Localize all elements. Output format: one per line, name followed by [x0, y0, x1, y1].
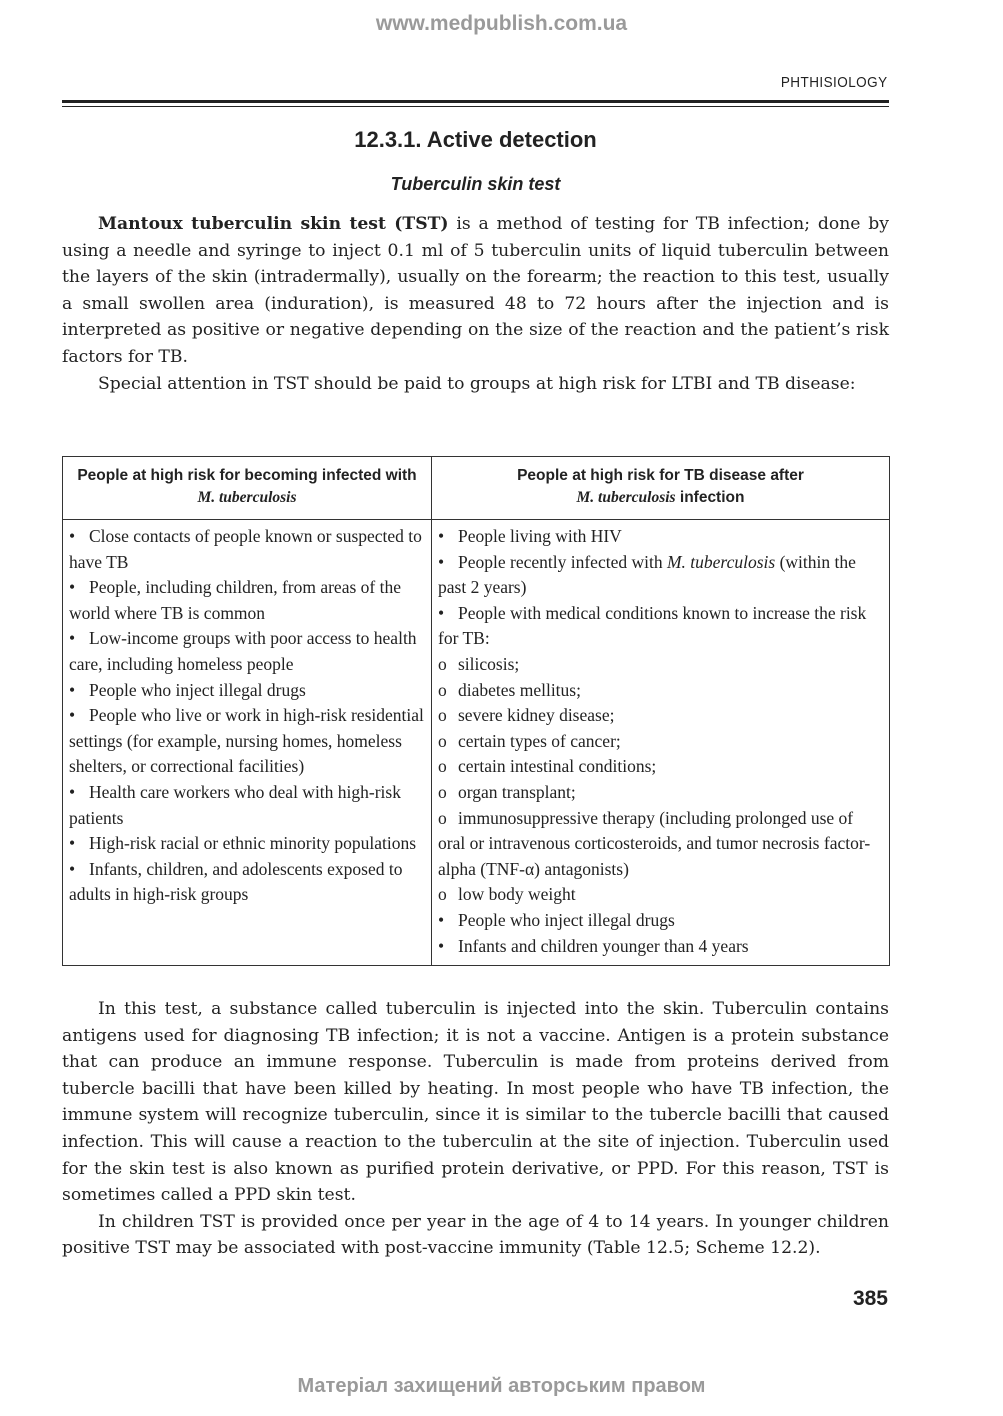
list-item: • People who live or work in high-risk residential settings (for example, nursing homes, homeless shelters, or correctional facilities) — [69, 705, 424, 777]
sub-list-item: o silicosis; — [438, 653, 520, 674]
header-rule-thick — [62, 100, 889, 103]
header-col2-text: People at high risk for TB disease after — [517, 467, 804, 484]
header-col2-suffix: infection — [675, 489, 745, 506]
table-body-row — [63, 520, 890, 966]
header-col1-organism: M. tuberculosis — [197, 489, 297, 506]
subsection-title: Tuberculin skin test — [390, 174, 561, 194]
intro-paragraph-1-rest: is a method of testing for TB infection; done by using a needle and syringe to inject 0.1 ml of 5 tuberculin units of liquid tuberculin between the layers of the skin (intradermally), usually on the forearm; the reaction to this test, usually a small swollen area (induration), is measured 48 to 72 hours after the injection and is interpreted as positive or negative depending on the size of the reaction and the patient’s risk factors for TB. — [62, 214, 889, 367]
sub-list-item: o severe kidney disease; — [438, 705, 615, 726]
list-item: • Infants, children, and adolescents exposed to adults in high-risk groups — [69, 858, 403, 905]
list-item: • People who inject illegal drugs — [69, 679, 306, 700]
running-head: PHTHISIOLOGY — [781, 74, 888, 91]
list-item: • High-risk racial or ethnic minority populations — [69, 833, 417, 854]
sub-list-item: o diabetes mellitus; — [438, 679, 581, 700]
section-title: 12.3.1. Active detection — [354, 127, 597, 152]
body-text-after-table — [62, 996, 889, 1262]
list-item: • People living with HIV — [438, 526, 622, 546]
list-item: • People, including children, from areas of the world where TB is common — [69, 577, 401, 623]
list-item: • Infants and children younger than 4 years — [438, 935, 749, 956]
watermark-top: www.medpublish.com.ua — [375, 12, 628, 35]
paragraph-tuberculin: In this test, a substance called tuberculin is injected into the skin. Tuberculin contains antigens used for diagnosing TB infection; it is not a vaccine. Antigen is a protein substance that can produce an immune response. Tuberculin is made from proteins derived from tubercle bacilli that have been killed by heating. In most people who have TB infection, the immune system will recognize tuberculin, since it is similar to the tubercle bacilli that caused infection. This will cause a reaction to the tuberculin at the site of injection. Tuberculin used for the skin test is also known as purified protein derivative, or PPD. For this reason, TST is sometimes called a PPD skin test. — [62, 999, 889, 1206]
table-header-row — [63, 457, 890, 520]
list-item: • Close contacts of people known or suspected to have TB — [69, 526, 422, 572]
intro-text — [62, 211, 889, 397]
list-item: • People who inject illegal drugs — [438, 909, 675, 930]
page-number: 385 — [852, 1287, 888, 1310]
sub-list-item: o certain intestinal conditions; — [438, 756, 657, 777]
table-header-col2 — [432, 457, 890, 520]
risk-groups-table — [62, 456, 890, 966]
list-item: • People recently infected with M. tuberculosis (within the past 2 years) — [438, 551, 856, 598]
term-mantoux: Mantoux tuberculin skin test (TST) — [98, 214, 449, 234]
header-rule-thin — [62, 106, 889, 107]
table-cell-col2 — [432, 520, 890, 966]
sub-list-item: o low body weight — [438, 884, 576, 905]
header-col2-organism: M. tuberculosis — [576, 489, 676, 506]
list-item: • Health care workers who deal with high-risk patients — [69, 781, 401, 828]
list-item: • Low-income groups with poor access to health care, including homeless people — [69, 628, 417, 674]
table-cell-col1 — [63, 520, 432, 966]
watermark-bottom: Матеріал захищений авторським правом — [297, 1375, 706, 1397]
intro-paragraph-1 — [62, 211, 889, 371]
header-col1-text: People at high risk for becoming infected with — [77, 467, 417, 484]
sub-list-item: o certain types of cancer; — [438, 730, 621, 751]
list-item: • People with medical conditions known to increase the risk for TB: — [438, 602, 867, 649]
intro-paragraph-2: Special attention in TST should be paid to groups at high risk for LTBI and TB disease: — [98, 373, 856, 394]
paragraph-children: In children TST is provided once per year in the age of 4 to 14 years. In younger children positive TST may be associated with post-vaccine immunity (Table 12.5; Scheme 12.2). — [62, 1211, 889, 1259]
table-header-col1 — [63, 457, 432, 520]
sub-list-item: o organ transplant; — [438, 781, 576, 802]
sub-list-item: o immunosuppressive therapy (including prolonged use of oral or intravenous corticosteroids, and tumor necrosis factor-alpha (TNF-α) antagonists) — [438, 807, 871, 879]
